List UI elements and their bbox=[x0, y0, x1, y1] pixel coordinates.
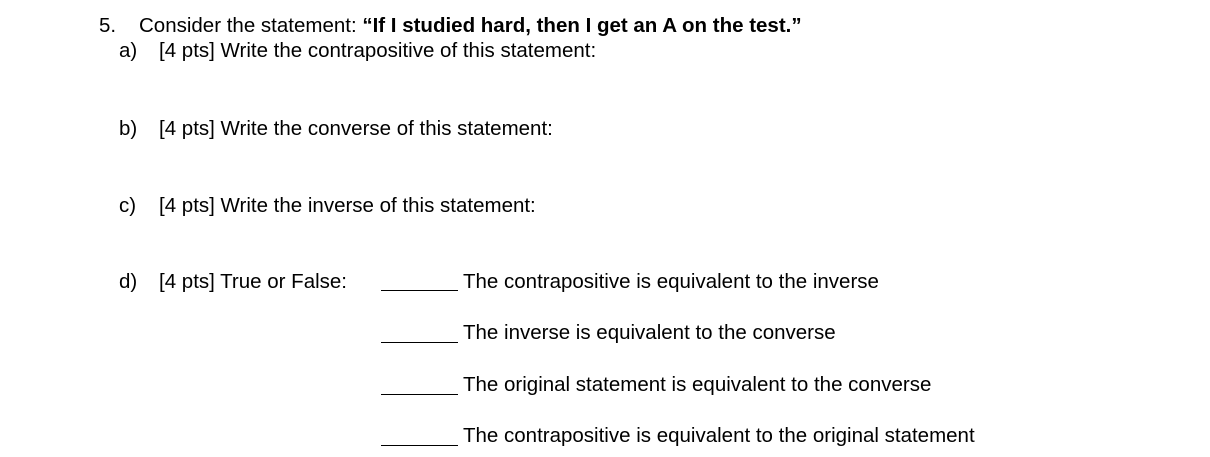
question-number: 5. bbox=[99, 14, 117, 37]
answer-blank[interactable] bbox=[381, 342, 458, 343]
question-statement: “If I studied hard, then I get an A on the test.” bbox=[362, 14, 802, 37]
part-letter: c) bbox=[119, 194, 137, 217]
tf-statement: The inverse is equivalent to the converse bbox=[463, 321, 836, 344]
part-prompt: [4 pts] Write the contrapositive of this statement: bbox=[159, 39, 597, 62]
answer-blank[interactable] bbox=[381, 445, 458, 446]
question-prefix: Consider the statement: bbox=[139, 14, 363, 37]
part-letter: a) bbox=[119, 39, 138, 62]
part-prompt: [4 pts] Write the converse of this statement: bbox=[159, 117, 553, 140]
tf-statement: The original statement is equivalent to the converse bbox=[463, 373, 932, 396]
part-prompt: [4 pts] Write the inverse of this statement: bbox=[159, 194, 536, 217]
part-letter: b) bbox=[119, 117, 138, 140]
tf-statement: The contrapositive is equivalent to the original statement bbox=[463, 424, 975, 447]
answer-blank[interactable] bbox=[381, 290, 458, 291]
tf-statement: The contrapositive is equivalent to the inverse bbox=[463, 270, 879, 293]
part-prompt: [4 pts] True or False: bbox=[159, 270, 347, 293]
answer-blank[interactable] bbox=[381, 394, 458, 395]
part-letter: d) bbox=[119, 270, 138, 293]
question-prompt bbox=[139, 14, 802, 38]
